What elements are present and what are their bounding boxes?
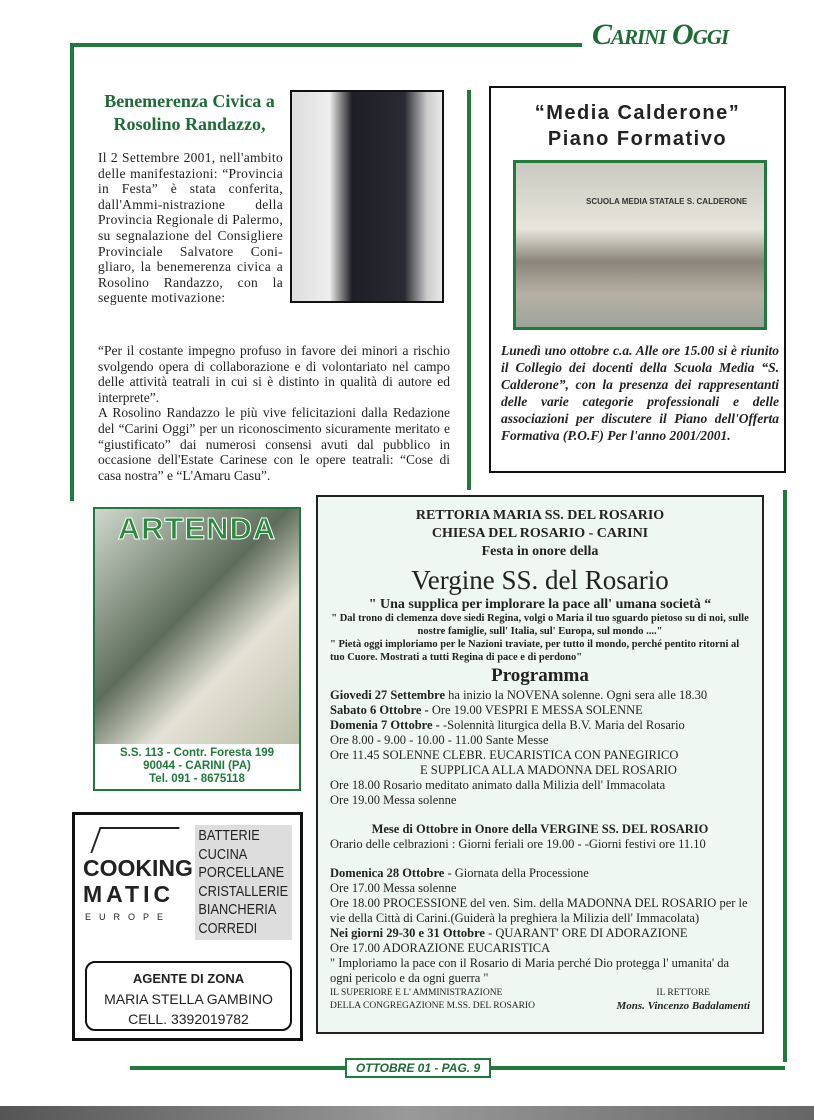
program-line	[330, 956, 750, 986]
title-line: Benemerenza Civica a	[104, 91, 275, 111]
box-title	[491, 100, 784, 152]
product-item: BATTERIE CUCINA	[198, 827, 260, 863]
program-line	[330, 703, 750, 718]
artenda-logo: ARTENDA	[117, 511, 277, 546]
program-date: Sabato 6 Ottobre -	[330, 703, 429, 717]
product-item: PORCELLANE	[198, 864, 285, 881]
signature-line: IL RETTORE	[656, 988, 710, 998]
program-line	[330, 793, 750, 808]
program-line	[330, 941, 750, 956]
month-hours: Orario delle celbrazioni : Giorni feriali ore 19.00 - -Giorni festivi ore 11.10	[330, 837, 706, 851]
masthead-logo: Carini Oggi	[592, 18, 729, 51]
program-text: -Solennità liturgica della B.V. Maria del Rosario	[439, 718, 685, 732]
address-line: 90044 - CARINI (PA)	[143, 760, 251, 772]
header-line: RETTORIA MARIA SS. DEL ROSARIO	[415, 508, 665, 523]
signature-line: Mons. Vincenzo Badalamenti	[616, 1000, 750, 1012]
article-title	[92, 90, 287, 136]
program-line	[330, 866, 750, 881]
article-quote: “Per il costante impegno profuso in favore dei minori a rischio svolgendo opera di collaborazione e di volontariato nel campo delle attività teatrali in cui si è distinto in qualità di autore ed interprete”.	[98, 343, 450, 405]
portrait-photo	[290, 90, 444, 303]
page-footer: OTTOBRE 01 - PAG. 9	[345, 1058, 491, 1078]
phone: Tel. 091 - 8675118	[149, 773, 245, 785]
box-text: Lunedì uno ottobre c.a. Alle ore 15.00 si è riunito il Collegio dei docenti della Scuola Media “S. Calderone”, con la presenza dei rappresentanti delle varie categorie professionali e delle associazioni per discutere il Piano dell'Offerta Formativa (P.O.F) Per l'anno 2001/2001.	[501, 343, 779, 443]
media-calderone-box	[489, 86, 786, 473]
rosario-header	[330, 507, 750, 561]
program-list-2	[330, 866, 750, 986]
agent-phone: CELL. 3392019782	[128, 1011, 249, 1027]
program-text: E SUPPLICA ALLA MADONNA DEL ROSARIO	[420, 763, 677, 777]
cooking-matic-ad	[72, 812, 303, 1041]
logo-line: COOKING	[83, 855, 193, 881]
program-text: Ore 19.00 Messa solenne	[330, 793, 457, 807]
address-line: S.S. 113 - Contr. Foresta 199	[119, 747, 275, 759]
program-date: Domenia 7 Ottobre -	[330, 718, 440, 732]
divider	[467, 90, 471, 490]
logo-line: MATIC	[83, 881, 175, 907]
prayer: " Pietà oggi imploriamo per le Nazioni traviate, per tutto il mondo, perché pentito ritorni al tuo Cuore. Mostrati a tutti Regina di pace e di perdono"	[330, 639, 740, 663]
divider	[70, 43, 74, 501]
program-text: Ore 17.00 ADORAZIONE EUCARISTICA	[330, 941, 551, 955]
program-text: Ore 18.00 Rosario meditato animato dalla Milizia dell' Immacolata	[330, 778, 666, 792]
program-text: Ore 11.45 SOLENNE CLEBR. EUCARISTICA CON PANEGIRICO	[330, 748, 679, 762]
article-body	[98, 343, 450, 483]
school-sign: SCUOLA MEDIA STATALE S. CALDERONE	[586, 197, 748, 206]
program-text: Ore 18.00 PROCESSIONE del ven. Sim. della MADONNA DEL ROSARIO per le vie della Città di Carini.(Guiderà la preghiera la Milizia dell' Immacolata)	[330, 896, 748, 925]
cooking-matic-logo	[83, 855, 193, 907]
program-date: Domenica 28 Ottobre	[330, 866, 445, 880]
program-line	[330, 881, 750, 896]
agent-label: AGENTE DI ZONA	[132, 971, 245, 986]
product-list	[195, 825, 292, 940]
title-line: “Media Calderone”	[534, 102, 741, 124]
title-line: Rosolino Randazzo,	[113, 114, 266, 134]
header-line: Festa in onore della	[481, 544, 599, 559]
program-date: Nei giorni 29-30 e 31 Ottobre	[330, 926, 485, 940]
program-line	[330, 763, 750, 778]
artenda-address	[95, 744, 299, 789]
header-line: CHIESA DEL ROSARIO - CARINI	[431, 526, 649, 541]
month-title: Mese di Ottobre in Onore della VERGINE SS. DEL ROSARIO	[371, 822, 709, 836]
rosario-subtitle: " Una supplica per implorare la pace all' umana società “	[368, 597, 712, 612]
article-paragraph: A Rosolino Randazzo le più vive felicitazioni dalla Redazione del “Carini Oggi” per un riconoscimento sicuramente meritato e “giustificato” dai numerosi consensi avuti dal pubblico in occasione dell'Estate Carinese con le opere teatrali: “Cose di casa nostra” e “L'Amaru Casu”.	[98, 405, 450, 483]
programma-heading: Programma	[491, 665, 589, 686]
house-icon	[90, 827, 179, 853]
program-line	[330, 688, 750, 703]
product-item: CORREDI	[198, 919, 258, 937]
title-line: Piano Formativo	[547, 128, 728, 150]
program-text: Ore 19.00 VESPRI E MESSA SOLENNE	[428, 703, 643, 717]
program-text: " Imploriamo la pace con il Rosario di Maria perché Dio protegga l' umanita' da ogni pericolo e da ogni guerra "	[330, 956, 730, 985]
signature-line: IL SUPERIORE E L' AMMINISTRAZIONE	[330, 988, 503, 998]
agent-name: MARIA STELLA GAMBINO	[104, 991, 273, 1007]
divider	[70, 43, 582, 47]
program-line	[330, 896, 750, 926]
program-text: Ore 8.00 - 9.00 - 10.00 - 11.00 Sante Messe	[330, 733, 549, 747]
program-text: - QUARANT' ORE DI ADORAZIONE	[484, 926, 688, 940]
scan-edge	[0, 1106, 814, 1120]
program-line	[330, 778, 750, 793]
divider	[783, 490, 787, 1062]
program-line	[330, 926, 750, 941]
prayer: " Dal trono di clemenza dove siedi Regina, volgi o Maria il tuo sguardo pietoso su di noi, sulle nostre famiglie, sull' Italia, sul' Europa, sul mondo ...."	[331, 613, 749, 637]
artenda-ad	[93, 507, 301, 791]
signature-right	[616, 987, 750, 1013]
product-item: BIANCHERIA	[198, 901, 277, 918]
school-photo	[513, 160, 767, 330]
program-text: Ore 17.00 Messa solenne	[330, 881, 457, 895]
program-date: Giovedi 27 Settembre	[330, 688, 446, 702]
program-list	[330, 688, 750, 808]
agent-box	[85, 961, 292, 1031]
signatures	[330, 987, 750, 1013]
rosario-title: Vergine SS. del Rosario	[411, 565, 669, 595]
signature-line: DELLA CONGREGAZIONE M.SS. DEL ROSARIO	[330, 1001, 535, 1011]
program-line	[330, 748, 750, 763]
rosario-box	[316, 495, 764, 1034]
program-line	[330, 718, 750, 733]
product-item: CRISTALLERIE	[198, 882, 289, 900]
program-text: ha inizio la NOVENA solenne. Ogni sera alle 18.30	[445, 688, 708, 702]
article-paragraph: Il 2 Settembre 2001, nell'ambito delle manifestazioni: “Provincia in Festa” è stata conferita, dall'Ammi-nistrazione della Provincia Regionale di Palermo, su segnalazione del Consigliere Provinciale Salvatore Coni-gliaro, la benemerenza civica a Rosolino Randazzo, con la seguente motivazione:	[98, 150, 283, 306]
program-text: - Giornata della Processione	[444, 866, 589, 880]
signature-left	[330, 987, 535, 1013]
logo-europe: EUROPE	[85, 912, 172, 922]
program-line	[330, 733, 750, 748]
